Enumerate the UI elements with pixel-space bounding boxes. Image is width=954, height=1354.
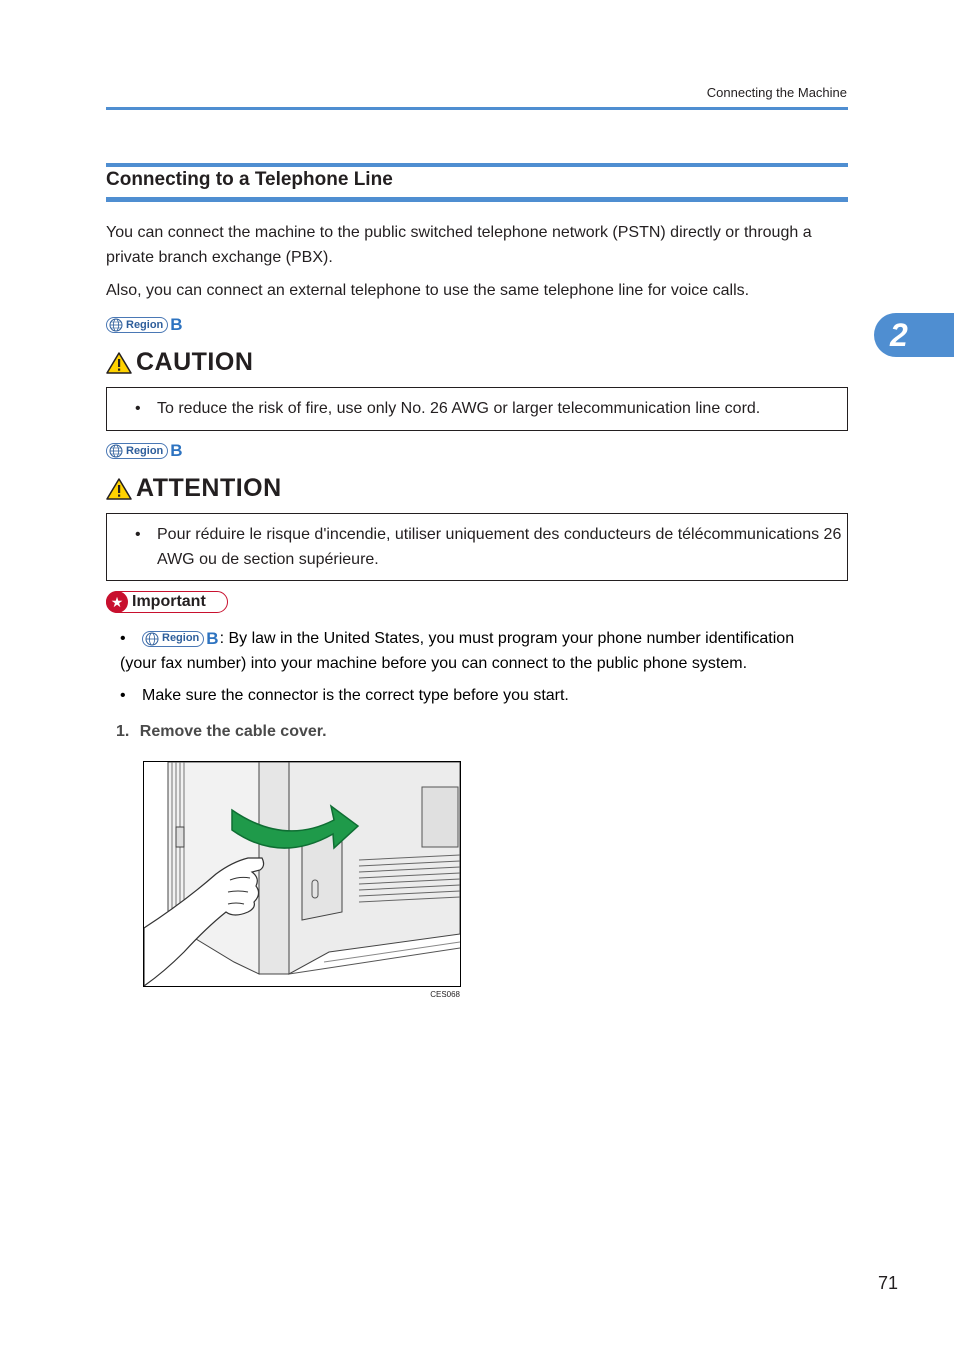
important-item-2-text: Make sure the connector is the correct type before you start. (142, 687, 569, 704)
intro-paragraph-1 (106, 220, 848, 270)
important-text: Important (132, 593, 206, 610)
attention-box (106, 513, 848, 581)
section-rule-top (106, 163, 848, 167)
illustration-drawing (144, 762, 460, 986)
region-pill (142, 631, 204, 647)
chapter-number: 2 (890, 317, 908, 353)
caution-box (106, 387, 848, 431)
caution-label: CAUTION (136, 348, 254, 376)
globe-icon (109, 318, 123, 332)
region-letter: B (170, 315, 183, 334)
region-letter: B (206, 629, 219, 648)
warning-triangle-icon (106, 351, 132, 375)
section-title: Connecting to a Telephone Line (106, 169, 393, 190)
region-badge (106, 442, 183, 459)
region-label: Region (162, 632, 200, 644)
attention-heading (106, 474, 282, 503)
attention-line-1: Pour réduire le risque d'incendie, utiliser uniquement des conducteurs de télécommunications 26 (157, 526, 842, 543)
important-item-2-line (120, 683, 820, 708)
globe-icon (145, 632, 159, 646)
caution-text: To reduce the risk of fire, use only No. 26 AWG or larger telecommunication line cord. (157, 400, 761, 417)
attention-label: ATTENTION (136, 474, 282, 502)
bullet-dot: • (135, 400, 141, 417)
bullet-dot: • (120, 630, 126, 647)
globe-icon (109, 444, 123, 458)
caution-item (107, 388, 847, 421)
attention-item (107, 514, 847, 572)
region-label: Region (126, 444, 164, 457)
important-item-1 (120, 626, 820, 676)
caution-heading (106, 348, 253, 377)
running-header: Connecting the Machine (706, 85, 847, 100)
attention-text (157, 522, 841, 572)
region-badge (106, 316, 183, 333)
region-pill (106, 443, 168, 459)
step-text: Remove the cable cover. (139, 723, 327, 740)
attention-line-2: AWG ou de section supérieure. (157, 551, 379, 568)
bullet-dot: • (135, 526, 141, 543)
section-rule-bottom (106, 197, 848, 202)
region-letter: B (170, 441, 183, 460)
important-item-2 (120, 683, 820, 708)
figure-code: CES068 (430, 990, 460, 999)
cable-cover-illustration (143, 761, 461, 987)
important-item-1-line (120, 626, 820, 676)
step-number: 1. (116, 723, 130, 740)
star-icon: ★ (106, 591, 128, 613)
region-pill (106, 317, 168, 333)
warning-triangle-icon (106, 477, 132, 501)
step-1 (116, 723, 327, 741)
page-number: 71 (877, 1273, 898, 1293)
important-item-1-text: : By law in the United States, you must program your phone number identification (219, 630, 795, 647)
important-item-1-second-line: (your fax number) into your machine before you can connect to the public phone system. (120, 655, 748, 672)
region-badge (142, 630, 219, 647)
important-item-1-first-line (142, 626, 794, 651)
header-rule (106, 107, 848, 110)
intro-line-1: You can connect the machine to the public switched telephone network (PSTN) directly or through a (106, 224, 812, 241)
important-item-1-body (120, 626, 795, 676)
intro-line-2: private branch exchange (PBX). (106, 249, 333, 266)
bullet-dot: • (120, 687, 126, 704)
region-label: Region (126, 318, 164, 331)
intro-paragraph-2: Also, you can connect an external telephone to use the same telephone line for voice calls. (106, 282, 750, 299)
chapter-tab (874, 313, 954, 357)
important-label (106, 591, 228, 613)
